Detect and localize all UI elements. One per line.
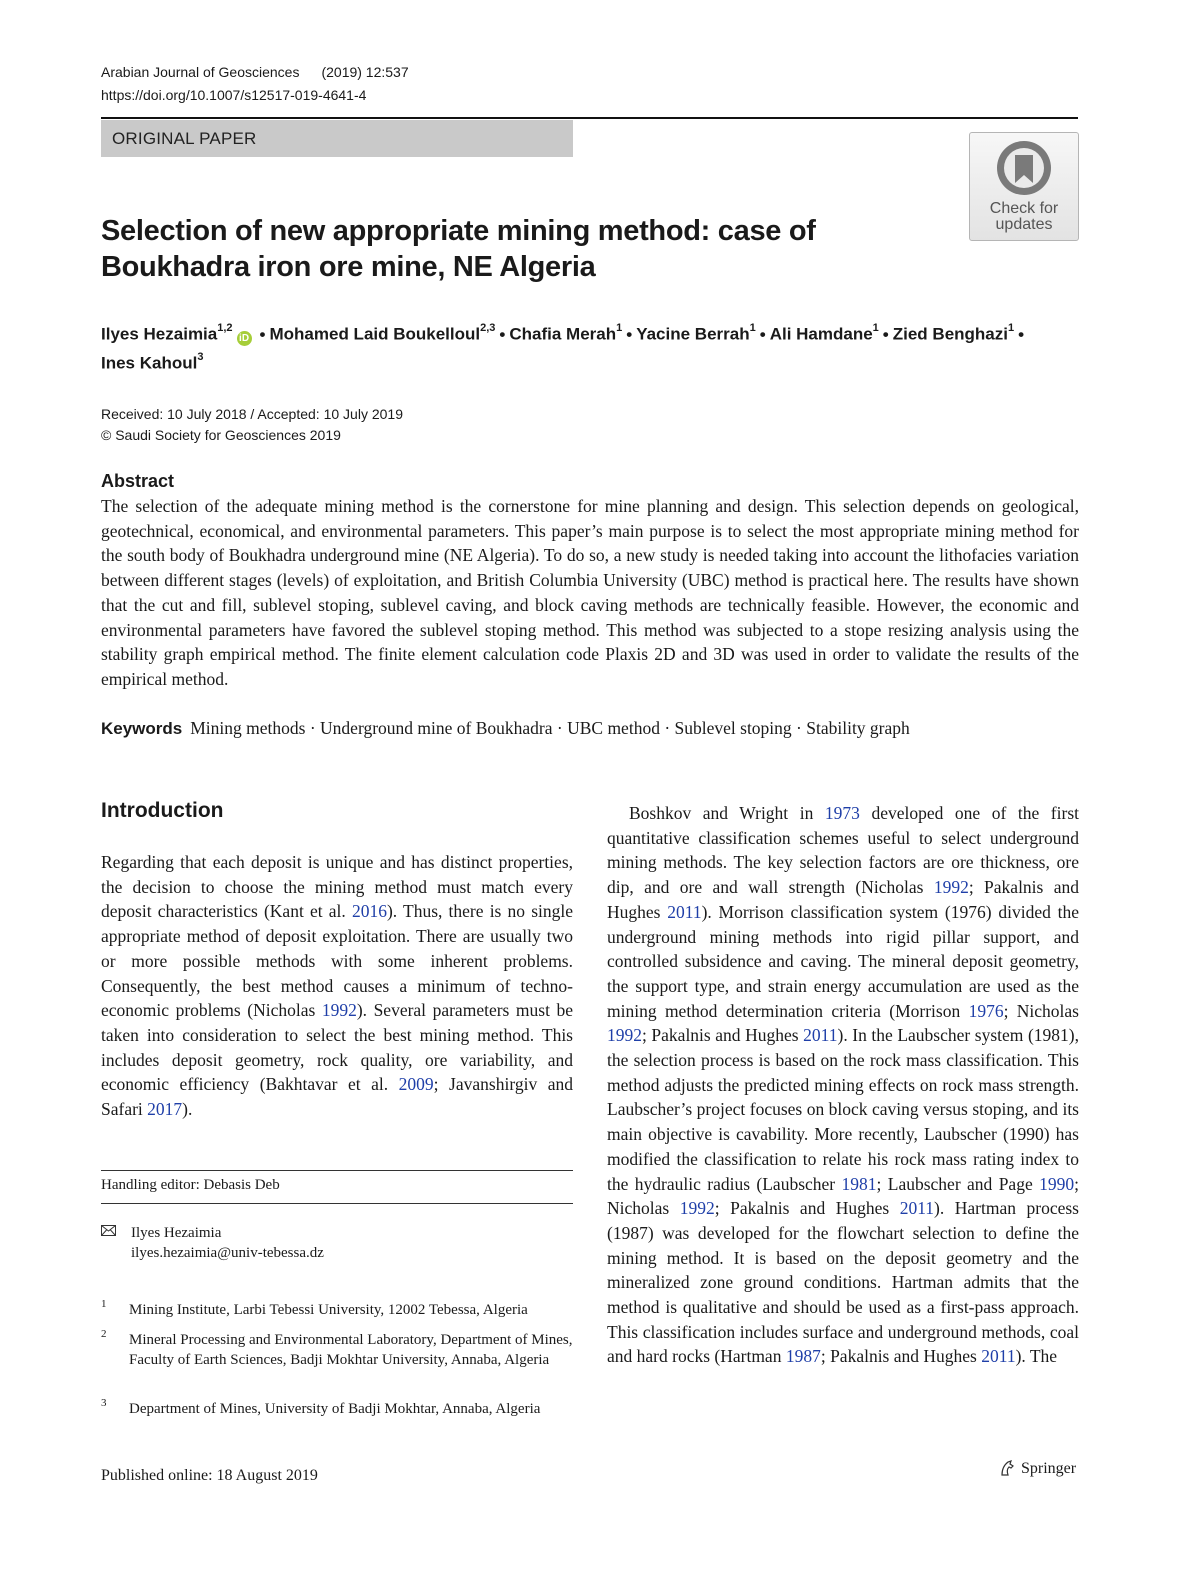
abstract-heading: Abstract (101, 471, 175, 491)
citation-link[interactable]: 2017 (147, 1099, 183, 1120)
affiliation-text: Mineral Processing and Environmental Laboratory, Department of Mines, Faculty of Earth Sciences, Badji Mokhtar University, Annaba, Algeria (129, 1332, 573, 1368)
author-affiliation-sup: 1 (749, 322, 756, 334)
footnote-rule-bottom (101, 1203, 573, 1204)
body-text: ; Pakalnis and Hughes (714, 1198, 900, 1219)
citation-link[interactable]: 1981 (841, 1173, 877, 1194)
journal-name: Arabian Journal of Geosciences (101, 64, 300, 80)
intro-right-column (607, 801, 1079, 1369)
citation-link[interactable]: 1990 (1039, 1173, 1075, 1194)
citation-link[interactable]: 2011 (803, 1025, 838, 1046)
citation-link[interactable]: 2009 (398, 1074, 434, 1095)
author-name: Ines Kahoul (101, 353, 198, 373)
author-affiliation-sup: 1 (872, 322, 879, 334)
author-separator: • (1018, 324, 1025, 344)
author-affiliation-sup: 1 (1007, 322, 1015, 334)
citation-link[interactable]: 1976 (968, 1000, 1004, 1021)
author-separator: • (499, 324, 506, 344)
author-name: Zied Benghazi (892, 324, 1008, 344)
publisher-name: Springer (1021, 1460, 1077, 1477)
body-text: ). (182, 1099, 193, 1120)
orcid-icon[interactable]: iD (237, 331, 252, 346)
affiliation-number: 3 (101, 1397, 107, 1409)
citation-link[interactable]: 1992 (679, 1198, 715, 1219)
body-text: ; Pakalnis and Hughes (607, 877, 1079, 922)
body-text: ; Pakalnis and Hughes (820, 1346, 982, 1367)
springer-horse-icon (998, 1459, 1016, 1477)
doi-link[interactable]: https://doi.org/10.1007/s12517-019-4641-4 (101, 87, 367, 103)
body-text: ). Morrison classification system (1976) divided the underground mining methods into rigid pillar support, and controlled subsidence and caving. The mineral deposit geometry, the support type, and strain energy accumulation are used as the mining method determination criteria (Morrison (607, 901, 1079, 1021)
body-text: ). In the Laubscher system (1981), the selection process is based on the rock mass classification. This method adjusts the predicted mining effects on rock mass strength. Laubscher’s project focuses on block caving versus stoping, and its main objective is cavability. More recently, Laubscher (1990) has modified the classification to relate his rock mass rating index to the hydraulic radius (Laubscher (607, 1025, 1079, 1194)
body-text: ; Laubscher and Page (876, 1173, 1040, 1194)
citation-link[interactable]: 1992 (607, 1025, 642, 1046)
journal-volume: (2019) 12:537 (321, 64, 409, 80)
published-online: Published online: 18 August 2019 (101, 1467, 318, 1484)
author-name: Mohamed Laid Boukelloul (269, 324, 481, 344)
footnote-rule-top (101, 1170, 573, 1171)
citation-link[interactable]: 1992 (321, 1000, 357, 1021)
body-text: Boshkov and Wright in (629, 803, 825, 823)
affiliation-text: Mining Institute, Larbi Tebessi University, 12002 Tebessa, Algeria (129, 1302, 528, 1318)
citation-link[interactable]: 2011 (981, 1346, 1016, 1367)
body-text: developed one of the first quantitative classification schemes useful to select underground mining methods. The key selection factors are ore thickness, ore dip, and ore and wall strength (Nicholas (607, 803, 1079, 898)
dates-block (101, 404, 403, 446)
check-for-updates-badge[interactable] (969, 132, 1079, 241)
author-affiliation-sup: 3 (197, 350, 204, 363)
body-text: ). Several parameters must be taken into consideration to select the best mining method. This includes deposit geometry, rock quality, ore variability, and economic efficiency (Bakhtavar et al. (101, 1000, 573, 1095)
keywords-text: Mining methods · Underground mine of Boukhadra · UBC method · Sublevel stoping · Stability graph (190, 718, 910, 738)
envelope-icon (101, 1225, 116, 1236)
body-text: Regarding that each deposit is unique and has distinct properties, the decision to choose the mining method must match every deposit characteristics (Kant et al. (101, 852, 573, 922)
received-accepted: Received: 10 July 2018 / Accepted: 10 July 2019 (101, 406, 403, 422)
body-text: ; Nicholas (1003, 1000, 1079, 1021)
paper-title: Selection of new appropriate mining method: case of Boukhadra iron ore mine, NE Algeria (101, 215, 816, 283)
journal-line (101, 64, 409, 80)
author-list (101, 318, 1086, 375)
paper-type-bar (101, 120, 573, 157)
corresponding-author (131, 1223, 324, 1263)
check-for-updates-icon (995, 139, 1053, 197)
author-name: Ali Hamdane (769, 324, 873, 344)
handling-editor: Handling editor: Debasis Deb (101, 1177, 280, 1193)
check-updates-line1: Check for (989, 200, 1059, 217)
header-rule (101, 117, 1078, 119)
keywords-line (101, 716, 910, 741)
affiliation-number: 1 (101, 1298, 107, 1310)
citation-link[interactable]: 2011 (899, 1198, 935, 1219)
author-name: Ilyes Hezaimia (101, 324, 218, 344)
affiliation-text: Department of Mines, University of Badji Mokhtar, Annaba, Algeria (129, 1401, 541, 1417)
body-text: ; Pakalnis and Hughes (642, 1025, 804, 1046)
author-separator: • (759, 324, 766, 344)
body-text: ). Thus, there is no single appropriate method of deposit exploitation. There are usually two or more possible methods with some inherent problems. Consequently, the best method causes a minimum of techno-economic problems (Nicholas (101, 901, 573, 1021)
body-text: ). Hartman process (1987) was developed for the flowchart selection to define the mining method. It is based on the deposit geometry and the mineralized zone ground conditions. Hartman admits that the method is qualitative and should be used as a first-pass approach. This classification includes surface and underground methods, coal and hard rocks (Hartman (607, 1198, 1079, 1367)
body-text: ; Javanshirgiv and Safari (101, 1074, 573, 1120)
body-text: ; Nicholas (607, 1173, 1079, 1219)
copyright-line: © Saudi Society for Geosciences 2019 (101, 427, 341, 443)
author-affiliation-sup: 2,3 (480, 322, 496, 334)
corresponding-email[interactable]: ilyes.hezaimia@univ-tebessa.dz (131, 1245, 324, 1261)
author-affiliation-sup: 1,2 (217, 322, 233, 334)
intro-left-column (101, 850, 573, 1122)
author-separator: • (626, 324, 633, 344)
affiliation-number: 2 (101, 1328, 107, 1340)
author-separator: • (259, 324, 266, 344)
body-text: ). The (1015, 1346, 1058, 1367)
paper-type-label: ORIGINAL PAPER (112, 129, 257, 148)
abstract-text: The selection of the adequate mining method is the cornerstone for mine planning and design. This selection depends on geological, geotechnical, economical, and environmental parameters. This paper’s main purpose is to select the most appropriate mining method for the south body of Boukhadra underground mine (NE Algeria). To do so, a new study is needed taking into account the lithofacies variation between different stages (levels) of exploitation, and British Columbia University (UBC) method is practical here. The results have shown that the cut and fill, sublevel stoping, sublevel caving, and block caving methods are technically feasible. However, the economic and environmental parameters have favored the sublevel stoping method. This method was subjected to a stope resizing analysis using the stability graph empirical method. The finite element calculation code Plaxis 2D and 3D was used in order to validate the results of the empirical method. (101, 496, 1079, 689)
citation-link[interactable]: 1973 (824, 803, 860, 823)
springer-logo (998, 1459, 1076, 1478)
keywords-label: Keywords (101, 719, 183, 738)
author-affiliation-sup: 1 (616, 322, 623, 334)
author-name: Chafia Merah (509, 324, 617, 344)
citation-link[interactable]: 2016 (351, 901, 387, 922)
citation-link[interactable]: 1992 (933, 877, 969, 898)
author-name: Yacine Berrah (636, 324, 750, 344)
author-separator: • (882, 324, 889, 344)
citation-link[interactable]: 1987 (785, 1346, 821, 1367)
citation-link[interactable]: 2011 (667, 901, 702, 922)
introduction-heading: Introduction (101, 799, 224, 822)
check-updates-line2: updates (995, 216, 1053, 233)
corresponding-name: Ilyes Hezaimia (131, 1225, 222, 1241)
